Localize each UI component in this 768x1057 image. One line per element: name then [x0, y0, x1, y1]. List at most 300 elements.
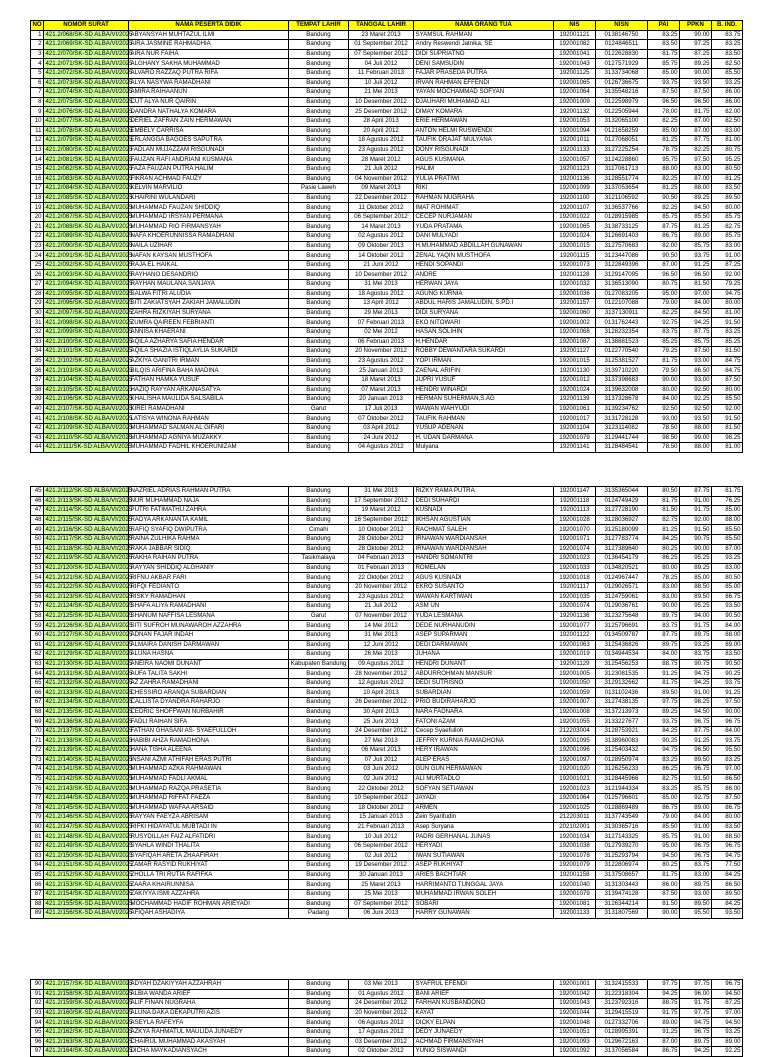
nomor-surat-cell: 421.2/117/SK-SD ALBA/VI/2025: [45, 535, 133, 543]
nomor-surat-cell: 421.2/092/SK-SD ALBA/VI/2025: [45, 261, 133, 269]
ppkn-cell: 93.50: [680, 414, 712, 424]
nis-cell: 192001005: [554, 669, 596, 679]
nama-peserta-cell: RAYYAN SHIDDIQ ALGHANIY: [129, 563, 289, 573]
nama-peserta-cell: NAFAN KAYSAN MUSTHOFA: [129, 251, 289, 261]
ppkn-cell: 82.25: [680, 145, 712, 155]
nis-cell: 192001024: [554, 232, 596, 242]
ppkn-cell: 85.75: [680, 241, 712, 251]
nama-orang-tua-cell: H. UDAN DARMANA: [414, 433, 554, 443]
nama-peserta-cell: SHANUM NAFFISA LESMANA: [129, 611, 289, 621]
b-ind-cell: 81.00: [712, 443, 743, 453]
table-row: [31, 899, 743, 909]
table-row: [31, 155, 743, 165]
b-ind-cell: 86.00: [712, 88, 743, 98]
pai-cell: 91.25: [648, 669, 680, 679]
nama-orang-tua-cell: H.MUHAMMAD ABDILLAH GUNAWAN: [414, 241, 554, 251]
no-cell: 68: [31, 707, 44, 717]
nisn-cell: 3126256233: [596, 765, 648, 775]
table-row: [31, 813, 743, 823]
tanggal-lahir-cell: 04 Agustus 2012: [349, 443, 414, 453]
nis-cell: 192001009: [554, 97, 596, 107]
tempat-lahir-cell: Bandung: [289, 534, 349, 544]
ppkn-cell: 89.50: [680, 755, 712, 765]
ppkn-cell: 88.00: [680, 443, 712, 453]
nomor-surat-cell: 421.2/080/SK-SD ALBA/VI/2025: [45, 145, 133, 153]
ppkn-cell: 92.25: [680, 395, 712, 405]
tanggal-lahir-cell: 18 Agustus 2012: [349, 136, 414, 146]
nama-orang-tua-cell: DIMAY KOMARA: [414, 107, 554, 117]
tempat-lahir-cell: Bandung: [289, 1047, 349, 1057]
ppkn-cell: 87.00: [680, 174, 712, 184]
pai-cell: 89.75: [648, 611, 680, 621]
tempat-lahir-cell: Pasie Laweh: [289, 184, 349, 194]
nisn-cell: 0125796601: [596, 794, 648, 804]
pai-cell: 88.75: [648, 999, 680, 1009]
nisn-cell: 3126344214: [596, 899, 648, 909]
nomor-surat-cell: 421.2/112/SK-SD ALBA/VI/2025: [45, 487, 133, 495]
table-row: [31, 212, 743, 222]
ppkn-cell: 91.50: [680, 774, 712, 784]
b-ind-cell: 85.75: [712, 212, 743, 222]
ppkn-cell: 91.00: [680, 688, 712, 698]
nama-peserta-cell: KELVIN MARVILIO: [129, 184, 289, 194]
nisn-cell: 3128551774: [596, 174, 648, 184]
nomor-surat-cell: 421.2/118/SK-SD ALBA/VI/2025: [45, 544, 133, 552]
b-ind-cell: 97.50: [712, 698, 743, 708]
nama-peserta-cell: AZKYA RAHMATUL MAULIDA JUNAEDY: [129, 1027, 289, 1037]
nama-orang-tua-cell: ASM UN: [414, 602, 554, 612]
nisn-cell: 3123275648: [596, 611, 648, 621]
nis-cell: 192001079: [554, 889, 596, 899]
ppkn-cell: 89.00: [680, 803, 712, 813]
nis-cell: 192001104: [554, 423, 596, 433]
nama-peserta-cell: LATISYA WINONA RAHMAN: [129, 414, 289, 424]
tanggal-lahir-cell: 06 Juni 2013: [349, 909, 414, 919]
nomor-surat-cell: 421.2/116/SK-SD ALBA/VI/2025: [45, 525, 133, 533]
pai-cell: 81.50: [648, 506, 680, 516]
nama-orang-tua-cell: HARRIMANTO TUNGGAL JAYA: [414, 880, 554, 890]
nis-cell: 192001074: [554, 602, 596, 612]
no-cell: 65: [31, 678, 44, 688]
nama-peserta-cell: MUHAMMAD WAFAA ARSAID: [129, 803, 289, 813]
ppkn-cell: 92.00: [680, 515, 712, 525]
nisn-cell: 0131762443: [596, 318, 648, 328]
nama-orang-tua-cell: ROMELAN: [414, 563, 554, 573]
no-cell: 90: [31, 980, 44, 990]
nama-peserta-cell: ALUNA DAKA DEKAPUTRI AZIS: [129, 1008, 289, 1018]
nama-orang-tua-cell: DEDI DARMAWAN: [414, 640, 554, 650]
pai-cell: 80.75: [648, 280, 680, 290]
tanggal-lahir-cell: 22 Desember 2012: [349, 193, 414, 203]
tanggal-lahir-cell: 04 November 2012: [349, 174, 414, 184]
tempat-lahir-cell: Bandung: [289, 544, 349, 554]
nis-cell: 192001028: [554, 515, 596, 525]
tanggal-lahir-cell: 09 Maret 2013: [349, 184, 414, 194]
table-row: [31, 116, 743, 126]
ppkn-cell: 89.75: [680, 630, 712, 640]
tempat-lahir-cell: Bandung: [289, 630, 349, 640]
nisn-cell: 0128950974: [596, 755, 648, 765]
tanggal-lahir-cell: 12 Agustus 2012: [349, 678, 414, 688]
b-ind-cell: 80.00: [712, 385, 743, 395]
tempat-lahir-cell: Bandung: [289, 251, 349, 261]
table-row: [31, 443, 743, 453]
nis-cell: 192001015: [554, 241, 596, 251]
pai-cell: 89.00: [648, 1018, 680, 1028]
table-row: [31, 251, 743, 261]
pai-cell: 90.00: [648, 909, 680, 919]
nama-orang-tua-cell: KAYAT: [414, 1008, 554, 1018]
no-cell: 53: [31, 563, 44, 573]
nomor-surat-cell: 421.2/099/SK-SD ALBA/VI/2025: [45, 328, 133, 336]
ppkn-cell: 95.25: [680, 554, 712, 564]
table-row: [31, 746, 743, 756]
tanggal-lahir-cell: 22 Oktober 2012: [349, 573, 414, 583]
tempat-lahir-cell: Bandung: [289, 515, 349, 525]
nis-cell: 192001059: [554, 688, 596, 698]
tanggal-lahir-cell: 02 Juni 2012: [349, 774, 414, 784]
b-ind-cell: 80.00: [712, 299, 743, 309]
table-row: [31, 669, 743, 679]
b-ind-cell: 93.50: [712, 909, 743, 919]
tempat-lahir-cell: Bandung: [289, 573, 349, 583]
nis-cell: 192001095: [554, 736, 596, 746]
nama-orang-tua-cell: DONY RISGUNADI: [414, 145, 554, 155]
pai-cell: 95.75: [648, 155, 680, 165]
table-row: [31, 164, 743, 174]
no-cell: 17: [31, 184, 44, 194]
pai-cell: 96.50: [648, 97, 680, 107]
pai-cell: 78.50: [648, 443, 680, 453]
nisn-cell: 3131807569: [596, 909, 648, 919]
nama-peserta-cell: ANEIRA NAOMI DUNANT: [129, 659, 289, 669]
nisn-cell: 3137130911: [596, 308, 648, 318]
nama-peserta-cell: ZHOLLA TRI RUTIA RAFIFKA: [129, 870, 289, 880]
table-row: [31, 414, 743, 424]
nama-orang-tua-cell: AGUS KUSNADI: [414, 573, 554, 583]
ppkn-cell: 87.50: [680, 88, 712, 98]
nama-peserta-cell: RIFQI FEDIANTO: [129, 582, 289, 592]
no-cell: 13: [31, 145, 44, 155]
pai-cell: 85.50: [648, 822, 680, 832]
nisn-cell: 3133227677: [596, 717, 648, 727]
column-header: TEMPAT LAHIR: [289, 21, 349, 31]
pai-cell: 79.50: [648, 366, 680, 376]
ppkn-cell: 93.50: [680, 78, 712, 88]
nomor-surat-cell: 421.2/144/SK-SD ALBA/VI/2025: [45, 794, 133, 802]
no-cell: 36: [31, 366, 44, 376]
tanggal-lahir-cell: 14 Oktober 2012: [349, 251, 414, 261]
b-ind-cell: 80.75: [712, 145, 743, 155]
nisn-cell: 0122628830: [596, 49, 648, 59]
ppkn-cell: 96.75: [680, 765, 712, 775]
nomor-surat-cell: 421.2/164/SK-SD ALBA/VI/2025: [45, 1047, 133, 1055]
tanggal-lahir-cell: 23 Maret 2013: [349, 30, 414, 40]
nama-orang-tua-cell: DEDI SUHARDI: [414, 496, 554, 506]
nomor-surat-cell: 421.2/121/SK-SD ALBA/VI/2025: [45, 573, 133, 581]
b-ind-cell: 95.25: [712, 155, 743, 165]
table-row: [31, 385, 743, 395]
nama-orang-tua-cell: YAYAN MOCHAMMAD SOFYAN: [414, 88, 554, 98]
tanggal-lahir-cell: 11 Februari 2013: [349, 68, 414, 78]
no-cell: 72: [31, 746, 44, 756]
nis-cell: 192001064: [554, 794, 596, 804]
student-table-page-2: [30, 486, 743, 919]
table-body: [31, 487, 743, 919]
nisn-cell: 3126691403: [596, 232, 648, 242]
table-row: [31, 375, 743, 385]
ppkn-cell: 81.75: [680, 107, 712, 117]
no-cell: 96: [31, 1037, 44, 1047]
nomor-surat-cell: 421.2/068/SK-SD ALBA/VI/2025: [45, 30, 133, 38]
b-ind-cell: 89.00: [712, 1037, 743, 1047]
table-row: [31, 698, 743, 708]
ppkn-cell: 87.00: [680, 126, 712, 136]
b-ind-cell: 88.00: [712, 630, 743, 640]
nisn-cell: 0122505944: [596, 107, 648, 117]
tanggal-lahir-cell: 10 Desember 2012: [349, 270, 414, 280]
tanggal-lahir-cell: 07 Februari 2013: [349, 318, 414, 328]
nisn-cell: 3127143325: [596, 832, 648, 842]
nama-peserta-cell: BILQIS ARIFINA BAHA MADINA: [129, 366, 289, 376]
column-header: NAMA PESERTA DIDIK: [129, 21, 289, 31]
nomor-surat-cell: 421.2/113/SK-SD ALBA/VI/2025: [45, 496, 133, 504]
no-cell: 91: [31, 989, 44, 999]
pai-cell: 84.25: [648, 534, 680, 544]
ppkn-cell: 96.75: [680, 841, 712, 851]
ppkn-cell: 96.50: [680, 97, 712, 107]
nis-cell: 192001133: [554, 145, 596, 155]
nomor-surat-cell: 421.2/120/SK-SD ALBA/VI/2025: [45, 564, 133, 571]
table-row: [31, 433, 743, 443]
nama-peserta-cell: AIRA NUR FAIHA: [129, 49, 289, 59]
b-ind-cell: 90.25: [712, 669, 743, 679]
nomor-surat-cell: 421.2/082/SK-SD ALBA/VI/2025: [45, 165, 133, 173]
tempat-lahir-cell: Bandung: [289, 385, 349, 395]
nama-peserta-cell: ZAHRA RIZKIYAH SURYANA: [129, 308, 289, 318]
nama-orang-tua-cell: FAJAR PRASEDA PUTRA: [414, 68, 554, 78]
table-row: [31, 880, 743, 890]
nama-orang-tua-cell: HANDRI SOMANTRI: [414, 554, 554, 564]
table-row: [31, 78, 743, 88]
table-row: [31, 726, 743, 736]
nis-cell: 192001123: [554, 164, 596, 174]
tanggal-lahir-cell: 25 Juni 2013: [349, 717, 414, 727]
nomor-surat-cell: 421.2/103/SK-SD ALBA/VI/2025: [45, 366, 133, 374]
nis-cell: 192001025: [554, 803, 596, 813]
ppkn-cell: 99.00: [680, 433, 712, 443]
tanggal-lahir-cell: 09 Oktober 2013: [349, 241, 414, 251]
nama-orang-tua-cell: KUSNADI: [414, 506, 554, 516]
b-ind-cell: 93.75: [712, 736, 743, 746]
nis-cell: 192001050: [554, 678, 596, 688]
tempat-lahir-cell: Bandung: [289, 59, 349, 69]
ppkn-cell: 92.75: [680, 794, 712, 804]
nama-orang-tua-cell: SUBARDIAN: [414, 688, 554, 698]
tanggal-lahir-cell: 23 Agustus 2012: [349, 592, 414, 602]
nisn-cell: 0129026571: [596, 582, 648, 592]
tempat-lahir-cell: Bandung: [289, 433, 349, 443]
student-table-page-1: [30, 20, 743, 453]
ppkn-cell: 81.50: [680, 280, 712, 290]
pai-cell: 81.75: [648, 678, 680, 688]
tanggal-lahir-cell: 27 Mei 2013: [349, 736, 414, 746]
table-row: [31, 630, 743, 640]
tanggal-lahir-cell: 31 Mei 2013: [349, 280, 414, 290]
b-ind-cell: 92.00: [712, 404, 743, 414]
nama-peserta-cell: ZUMRA QAIREEN FEBRIANTI: [129, 318, 289, 328]
tanggal-lahir-cell: 12 Juni 2012: [349, 640, 414, 650]
no-cell: 63: [31, 659, 44, 669]
nis-cell: 192001068: [554, 328, 596, 338]
nomor-surat-cell: 421.2/140/SK-SD ALBA/VI/2025: [45, 755, 133, 763]
nama-peserta-cell: KIREI RAMADHANI: [129, 404, 289, 414]
nama-peserta-cell: AQILA AZHARYA SAFIA HENDAR: [129, 337, 289, 347]
nama-orang-tua-cell: EKRO SUSANTO: [414, 582, 554, 592]
b-ind-cell: 86.75: [712, 592, 743, 602]
tempat-lahir-cell: Bandung: [289, 212, 349, 222]
tempat-lahir-cell: Bandung: [289, 222, 349, 232]
b-ind-cell: 93.25: [712, 554, 743, 564]
nisn-cell: 0127939270: [596, 841, 648, 851]
nama-orang-tua-cell: ZENAL YAQIN MUSTHOFA: [414, 251, 554, 261]
nisn-cell: 0134944534: [596, 650, 648, 660]
table-row: [31, 784, 743, 794]
nomor-surat-cell: 421.2/075/SK-SD ALBA/VI/2025: [45, 98, 133, 105]
tempat-lahir-cell: Bandung: [289, 755, 349, 765]
nomor-surat-cell: 421.2/161/SK-SD ALBA/VI/2025: [45, 1018, 133, 1026]
table-row: [31, 145, 743, 155]
no-cell: 15: [31, 164, 44, 174]
ppkn-cell: 96.50: [680, 746, 712, 756]
b-ind-cell: 91.50: [712, 414, 743, 424]
b-ind-cell: 85.25: [712, 337, 743, 347]
table-row: [31, 126, 743, 136]
nisn-cell: 3131303443: [596, 880, 648, 890]
nis-cell: 192001064: [554, 88, 596, 98]
tempat-lahir-cell: Bandung: [289, 241, 349, 251]
tanggal-lahir-cell: 06 September 2012: [349, 212, 414, 222]
b-ind-cell: 85.50: [712, 68, 743, 78]
nomor-surat-cell: 421.2/095/SK-SD ALBA/VI/2025: [45, 289, 133, 297]
pai-cell: 83.75: [648, 328, 680, 338]
pai-cell: 94.25: [648, 989, 680, 999]
no-cell: 1: [31, 30, 44, 40]
nis-cell: 192001032: [554, 280, 596, 290]
nis-cell: 192001023: [554, 784, 596, 794]
nama-orang-tua-cell: ASEP SUPARMAN: [414, 630, 554, 640]
nis-cell: 192001042: [554, 989, 596, 999]
tanggal-lahir-cell: 26 Desember 2012: [349, 698, 414, 708]
ppkn-cell: 92.50: [680, 404, 712, 414]
column-header: NAMA ORANG TUA: [414, 21, 554, 31]
nomor-surat-cell: 421.2/139/SK-SD ALBA/VI/2025: [45, 746, 133, 754]
table-row: [31, 193, 743, 203]
ppkn-cell: 89.50: [680, 899, 712, 909]
ppkn-cell: 83.75: [680, 650, 712, 660]
no-cell: 42: [31, 423, 44, 433]
table-row: [31, 621, 743, 631]
no-cell: 75: [31, 774, 44, 784]
nisn-cell: 3123447086: [596, 251, 648, 261]
nama-orang-tua-cell: GUN GUN HERMAWAN: [414, 765, 554, 775]
nomor-surat-cell: 421.2/162/SK-SD ALBA/VI/2025: [45, 1028, 133, 1036]
tanggal-lahir-cell: 17 Agustus 2012: [349, 1027, 414, 1037]
tanggal-lahir-cell: 11 Oktober 2012: [349, 203, 414, 213]
b-ind-cell: 93.50: [712, 602, 743, 612]
nisn-cell: 3127225254: [596, 145, 648, 155]
nis-cell: 192001118: [554, 496, 596, 506]
nis-cell: 192001097: [554, 755, 596, 765]
ppkn-cell: 90.00: [680, 30, 712, 40]
nama-peserta-cell: SITI SUFROH MUNAWAROH AZZAHRA: [129, 621, 289, 631]
nama-peserta-cell: RAFIQ SYAFIQ DWIPUTRA: [129, 525, 289, 535]
ppkn-cell: 85.75: [680, 337, 712, 347]
nisn-cell: 3139710220: [596, 366, 648, 376]
nama-orang-tua-cell: ARIES BACHTIAR: [414, 870, 554, 880]
nama-orang-tua-cell: WAWAN KARTIWAN: [414, 592, 554, 602]
nama-orang-tua-cell: SYAMSUL RAHMAN: [414, 30, 554, 40]
table-row: [31, 318, 743, 328]
tempat-lahir-cell: Bandung: [289, 602, 349, 612]
nama-orang-tua-cell: FARHAN KUSBANDONO: [414, 999, 554, 1009]
tempat-lahir-cell: Bandung: [289, 851, 349, 861]
tanggal-lahir-cell: 22 Oktober 2012: [349, 784, 414, 794]
no-cell: 76: [31, 784, 44, 794]
tanggal-lahir-cell: 06 Maret 2013: [349, 746, 414, 756]
pai-cell: 82.00: [648, 241, 680, 251]
nisn-cell: 3121106592: [596, 193, 648, 203]
nisn-cell: 3128753921: [596, 726, 648, 736]
table-row: [31, 851, 743, 861]
tempat-lahir-cell: Bandung: [289, 688, 349, 698]
nis-cell: 212203011: [554, 813, 596, 823]
nama-peserta-cell: AMIRA RAIHAANUN: [129, 88, 289, 98]
column-header: PPKN: [680, 21, 712, 31]
ppkn-cell: 94.75: [680, 1018, 712, 1028]
nama-orang-tua-cell: ABDURROHMAN MANSUR: [414, 669, 554, 679]
nomor-surat-cell: 421.2/110/SK-SD ALBA/VI/2025: [45, 433, 133, 441]
nisn-cell: 3122806974: [596, 861, 648, 871]
b-ind-cell: 97.00: [712, 765, 743, 775]
b-ind-cell: 89.50: [712, 889, 743, 899]
no-cell: 30: [31, 308, 44, 318]
ppkn-cell: 91.75: [680, 999, 712, 1009]
nisn-cell: 3138960083: [596, 736, 648, 746]
tempat-lahir-cell: Bandung: [289, 980, 349, 990]
nis-cell: 192001133: [554, 909, 596, 919]
nama-peserta-cell: CHESSIRO ARANQA SUBARDIAN: [129, 688, 289, 698]
nisn-cell: 3137508657: [596, 870, 648, 880]
tempat-lahir-cell: Bandung: [289, 40, 349, 50]
pai-cell: 84.00: [648, 650, 680, 660]
no-cell: 49: [31, 525, 44, 535]
tanggal-lahir-cell: 28 Maret 2012: [349, 155, 414, 165]
nama-orang-tua-cell: TAUFIK DRAJAT MULYANA: [414, 136, 554, 146]
nis-cell: 192001147: [554, 487, 596, 497]
nama-peserta-cell: ALGHANY SAKHA MUHAMMAD: [129, 59, 289, 69]
nomor-surat-cell: 421.2/069/SK-SD ALBA/VI/2025: [45, 40, 133, 48]
nomor-surat-cell: 421.2/091/SK-SD ALBA/VI/2025: [45, 251, 133, 259]
nisn-cell: 3129415519: [596, 1008, 648, 1018]
nisn-cell: 0129672163: [596, 1037, 648, 1047]
table-row: [31, 203, 743, 213]
nama-orang-tua-cell: IRNAWAN WARDIANSAH: [414, 534, 554, 544]
no-cell: 81: [31, 832, 44, 842]
ppkn-cell: 87.75: [680, 328, 712, 338]
tanggal-lahir-cell: 01 Februari 2013: [349, 563, 414, 573]
b-ind-cell: 94.50: [712, 989, 743, 999]
